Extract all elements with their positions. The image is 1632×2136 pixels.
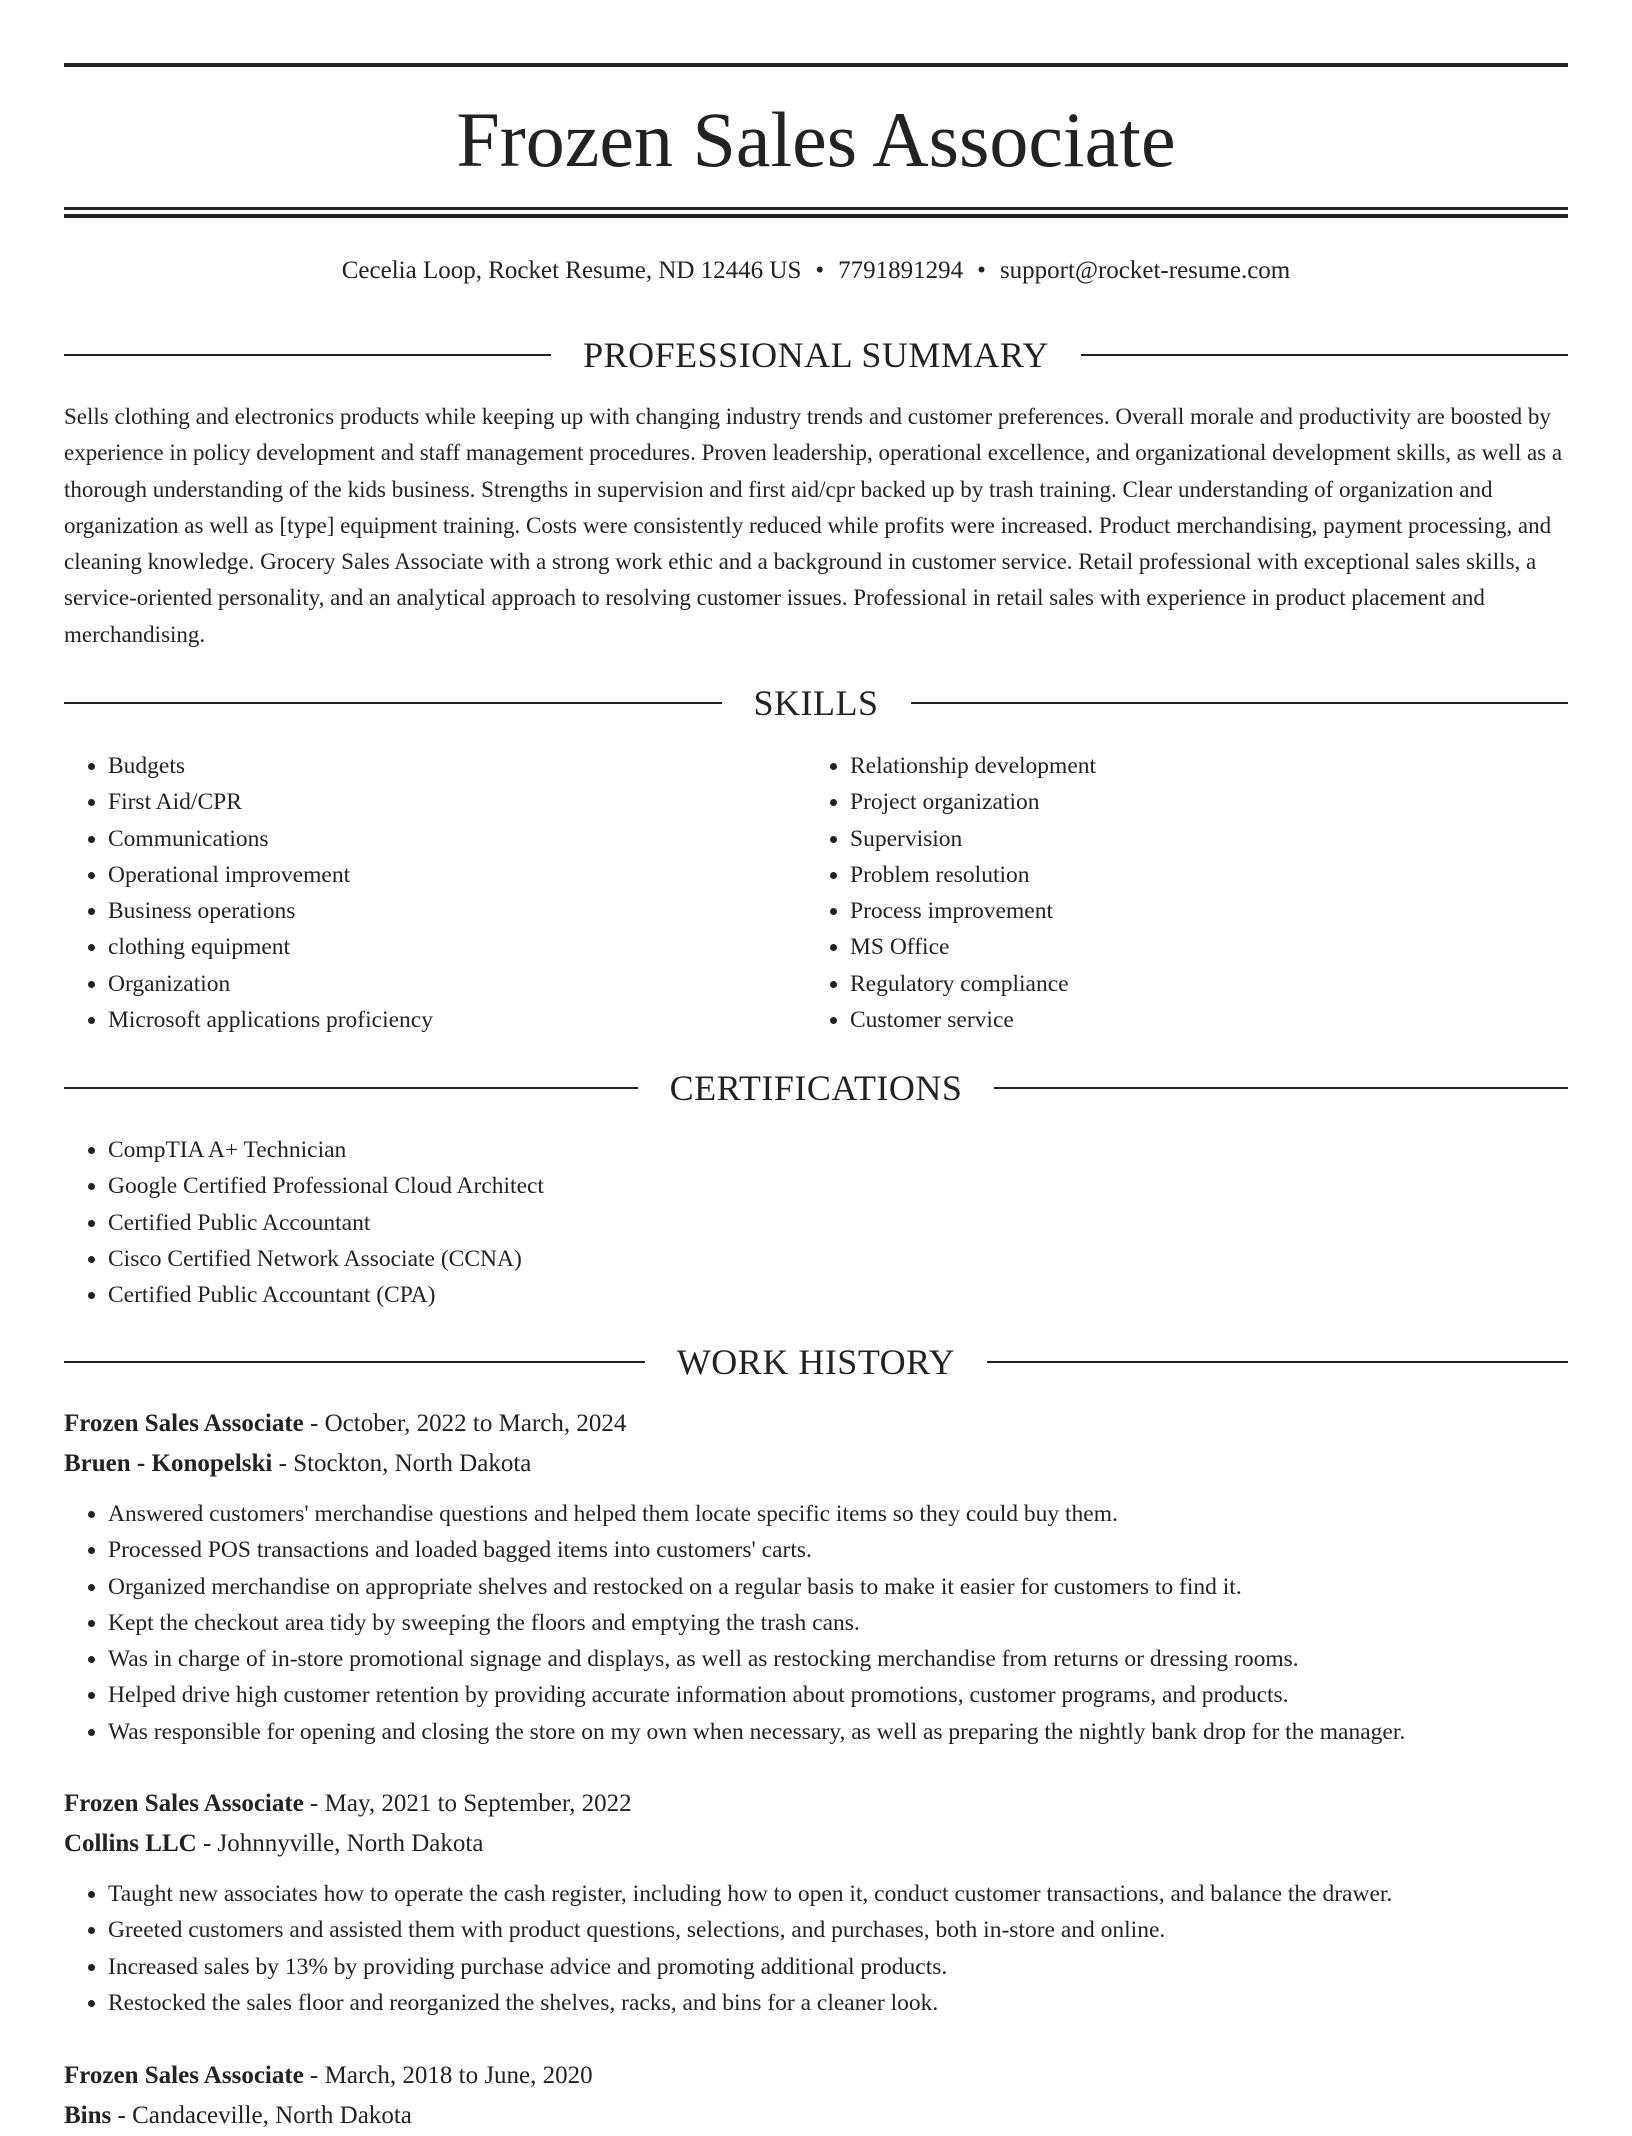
job-dates: March, 2018 to June, 2020	[324, 2062, 593, 2089]
skills-list-right	[806, 748, 1550, 1038]
job-role-line	[64, 1404, 1568, 1444]
job-bullet: • Greeted customers and assisted them with product questions, selections, and purchases, both in-store and online.	[108, 1912, 1568, 1948]
skills-heading: SKILLS	[753, 683, 879, 723]
skill-item: • Organization	[108, 966, 808, 1002]
work-history-section-header	[64, 1340, 1568, 1384]
certification-item: • CompTIA A+ Technician	[108, 1132, 1308, 1168]
job-role: Frozen Sales Associate	[64, 1410, 304, 1437]
title-double-rule	[64, 207, 1568, 218]
contact-phone: 7791891294	[838, 257, 964, 284]
job-bullet: • Restocked the sales floor and reorganized the shelves, racks, and bins for a cleaner look.	[108, 1985, 1568, 2021]
job-entry	[64, 1784, 1568, 2021]
skill-item: • Microsoft applications proficiency	[108, 1002, 808, 1038]
certifications-section-header	[64, 1066, 1568, 1110]
contact-address: Cecelia Loop, Rocket Resume, ND 12446 US	[341, 257, 802, 284]
job-dash: -	[303, 1790, 325, 1817]
contact-separator: •	[977, 257, 986, 284]
job-location: Stockton, North Dakota	[293, 1450, 532, 1477]
job-dash: -	[111, 2102, 133, 2129]
skills-list-left	[64, 748, 808, 1038]
skill-item: • Customer service	[850, 1002, 1550, 1038]
section-rule-left	[64, 1087, 638, 1089]
contact-separator: •	[815, 257, 825, 284]
job-company-line	[64, 2096, 1568, 2136]
certification-item: • Certified Public Accountant (CPA)	[108, 1277, 1308, 1313]
certification-item: • Google Certified Professional Cloud Architect	[108, 1168, 1308, 1204]
skill-item: • Relationship development	[850, 748, 1550, 784]
section-rule-right	[1081, 354, 1568, 356]
job-role-line	[64, 1784, 1568, 1824]
skill-item: • Communications	[108, 821, 808, 857]
job-bullet: • Organized merchandise on appropriate shelves and restocked on a regular basis to make it easier for customers to find it.	[108, 1569, 1568, 1605]
certification-item: • Cisco Certified Network Associate (CCNA)	[108, 1241, 1308, 1277]
skill-item: • Project organization	[850, 784, 1550, 820]
section-rule-left	[64, 702, 722, 704]
job-dash: -	[272, 1450, 294, 1477]
job-bullet: • Answered customers' merchandise questions and helped them locate specific items so they could buy them.	[108, 1496, 1568, 1532]
top-rule	[64, 63, 1568, 67]
section-rule-right	[911, 702, 1569, 704]
job-bullet: • Was in charge of in-store promotional signage and displays, as well as restocking merchandise from returns or dressing rooms.	[108, 1641, 1568, 1677]
summary-heading: PROFESSIONAL SUMMARY	[583, 335, 1049, 375]
skill-item: • clothing equipment	[108, 929, 808, 965]
skill-item: • MS Office	[850, 929, 1550, 965]
job-bullets	[64, 1496, 1568, 1750]
job-bullets	[64, 1876, 1568, 2021]
job-bullet: • Taught new associates how to operate the cash register, including how to open it, conduct customer transactions, and balance the drawer.	[108, 1876, 1568, 1912]
skill-item: • Business operations	[108, 893, 808, 929]
job-bullet: • Increased sales by 13% by providing purchase advice and promoting additional products.	[108, 1949, 1568, 1985]
skill-item: • First Aid/CPR	[108, 784, 808, 820]
section-rule-right	[994, 1087, 1568, 1089]
job-entry	[64, 2056, 1568, 2136]
section-rule-right	[987, 1361, 1568, 1363]
summary-text: Sells clothing and electronics products while keeping up with changing industry trends and customer preferences. Overall morale and productivity are boosted by experience in policy development and staff management procedures. Proven leadership, operational excellence, and organizational development skills, as well as a thorough understanding of the kids business. Strengths in supervision and first aid/cpr backed up by trash training. Clear understanding of organization and organization as well as [type] equipment training. Costs were consistently reduced while profits were increased. Product merchandising, payment processing, and cleaning knowledge. Grocery Sales Associate with a strong work ethic and a background in customer service. Retail professional with exceptional sales skills, a service-oriented personality, and an analytical approach to resolving customer issues. Professional in retail sales with experience in product placement and merchandising.	[64, 404, 1563, 647]
skill-item: • Supervision	[850, 821, 1550, 857]
job-bullet: • Helped drive high customer retention by providing accurate information about promotions, customer programs, and products.	[108, 1677, 1568, 1713]
section-rule-left	[64, 354, 551, 356]
job-company: Bruen - Konopelski	[64, 1450, 273, 1477]
job-company-line	[64, 1824, 1568, 1864]
certifications-list	[64, 1132, 1308, 1313]
skill-item: • Operational improvement	[108, 857, 808, 893]
skill-item: • Process improvement	[850, 893, 1550, 929]
skill-item: • Problem resolution	[850, 857, 1550, 893]
job-dash: -	[303, 1410, 325, 1437]
certifications-heading: CERTIFICATIONS	[669, 1068, 963, 1108]
contact-email: support@rocket-resume.com	[999, 257, 1291, 284]
job-role: Frozen Sales Associate	[64, 1790, 304, 1817]
summary-section-header	[64, 333, 1568, 377]
contact-line	[64, 253, 1568, 289]
skill-item: • Budgets	[108, 748, 808, 784]
job-dash: -	[196, 1830, 218, 1857]
job-role: Frozen Sales Associate	[64, 2062, 304, 2089]
job-bullet: • Kept the checkout area tidy by sweeping the floors and emptying the trash cans.	[108, 1605, 1568, 1641]
job-location: Candaceville, North Dakota	[132, 2102, 412, 2129]
skill-item: • Regulatory compliance	[850, 966, 1550, 1002]
job-bullet: • Processed POS transactions and loaded bagged items into customers' carts.	[108, 1532, 1568, 1568]
job-company: Collins LLC	[64, 1830, 197, 1857]
job-entry	[64, 1404, 1568, 1750]
resume-title: Frozen Sales Associate	[456, 96, 1176, 183]
section-rule-left	[64, 1361, 645, 1363]
job-bullet: • Was responsible for opening and closing the store on my own when necessary, as well as preparing the nightly bank drop for the manager.	[108, 1714, 1568, 1750]
job-company: Bins	[64, 2102, 112, 2129]
work-history-heading: WORK HISTORY	[676, 1342, 956, 1382]
job-role-line	[64, 2056, 1568, 2096]
skills-section-header	[64, 681, 1568, 725]
job-dates: May, 2021 to September, 2022	[324, 1790, 632, 1817]
job-dates: October, 2022 to March, 2024	[324, 1410, 627, 1437]
certification-item: • Certified Public Accountant	[108, 1205, 1308, 1241]
job-dash: -	[303, 2062, 325, 2089]
job-location: Johnnyville, North Dakota	[217, 1830, 484, 1857]
job-company-line	[64, 1444, 1568, 1484]
